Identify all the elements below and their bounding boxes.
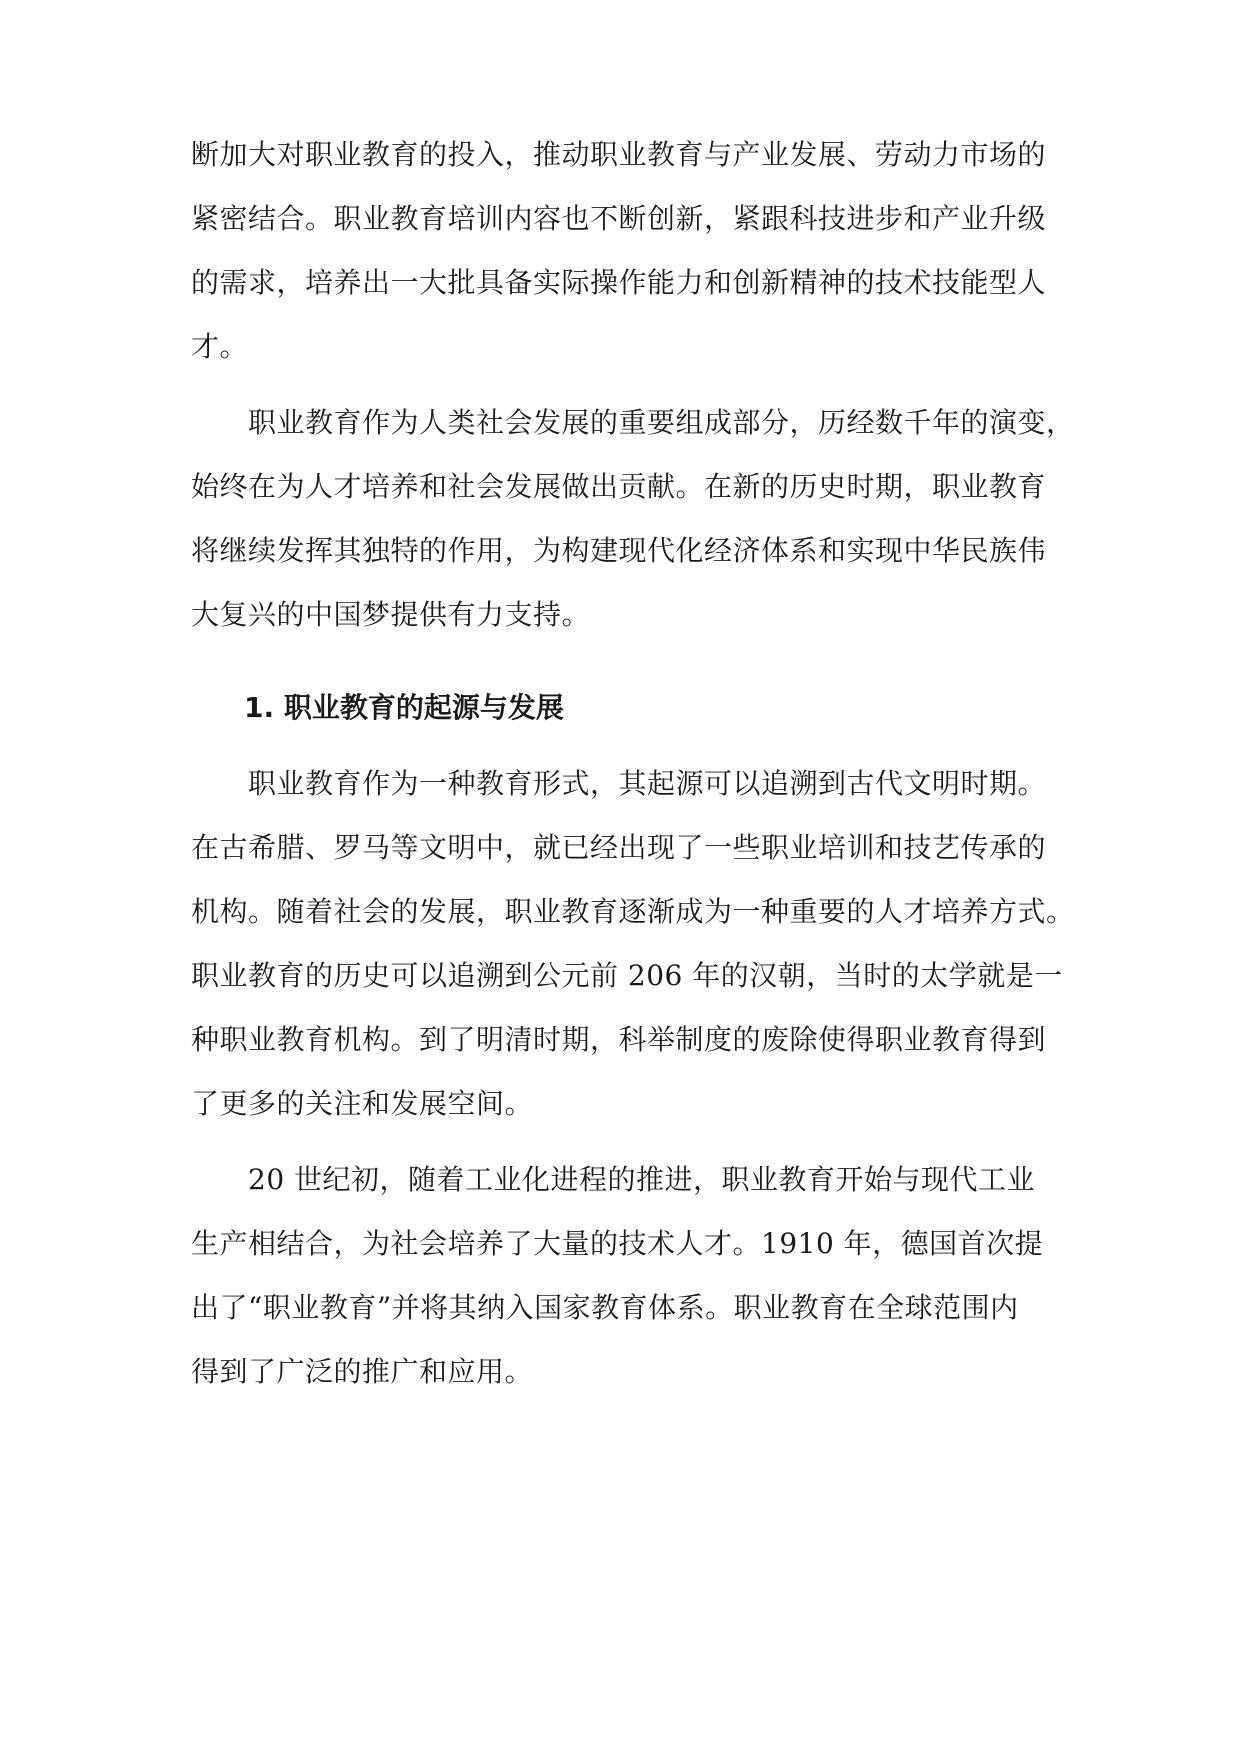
text-line: 的需求，培养出一大批具备实际操作能力和创新精神的技术技能型人 [191,266,1047,299]
text-line: 种职业教育机构。到了明清时期，科举制度的废除使得职业教育得到 [191,1023,1047,1056]
text-line: 得到了广泛的推广和应用。 [191,1355,534,1388]
text-line: 了更多的关注和发展空间。 [191,1087,534,1120]
text-line: 将继续发挥其独特的作用，为构建现代化经济体系和实现中华民族伟 [191,534,1047,567]
text-line: 紧密结合。职业教育培训内容也不断创新，紧跟科技进步和产业升级 [191,202,1047,235]
text-line: 断加大对职业教育的投入，推动职业教育与产业发展、劳动力市场的 [191,138,1047,171]
text-line: 始终在为人才培养和社会发展做出贡献。在新的历史时期，职业教育 [191,470,1047,503]
text-line: 职业教育作为人类社会发展的重要组成部分，历经数千年的演变， [248,406,1075,439]
text-line: 生产相结合，为社会培养了大量的技术人才。1910 年，德国首次提 [191,1227,1044,1260]
section-heading: 1. 职业教育的起源与发展 [244,691,564,724]
text-line: 20 世纪初，随着工业化进程的推进，职业教育开始与现代工业 [248,1163,1036,1196]
text-line: 出了“职业教育”并将其纳入国家教育体系。职业教育在全球范围内 [191,1291,1019,1324]
text-line: 才。 [191,330,249,363]
text-line: 职业教育的历史可以追溯到公元前 206 年的汉朝，当时的太学就是一 [191,959,1063,992]
text-line: 职业教育作为一种教育形式，其起源可以追溯到古代文明时期。 [248,767,1047,800]
text-line: 在古希腊、罗马等文明中，就已经出现了一些职业培训和技艺传承的 [191,831,1047,864]
text-line: 大复兴的中国梦提供有力支持。 [191,598,591,631]
text-line: 机构。随着社会的发展，职业教育逐渐成为一种重要的人才培养方式。 [191,895,1075,928]
